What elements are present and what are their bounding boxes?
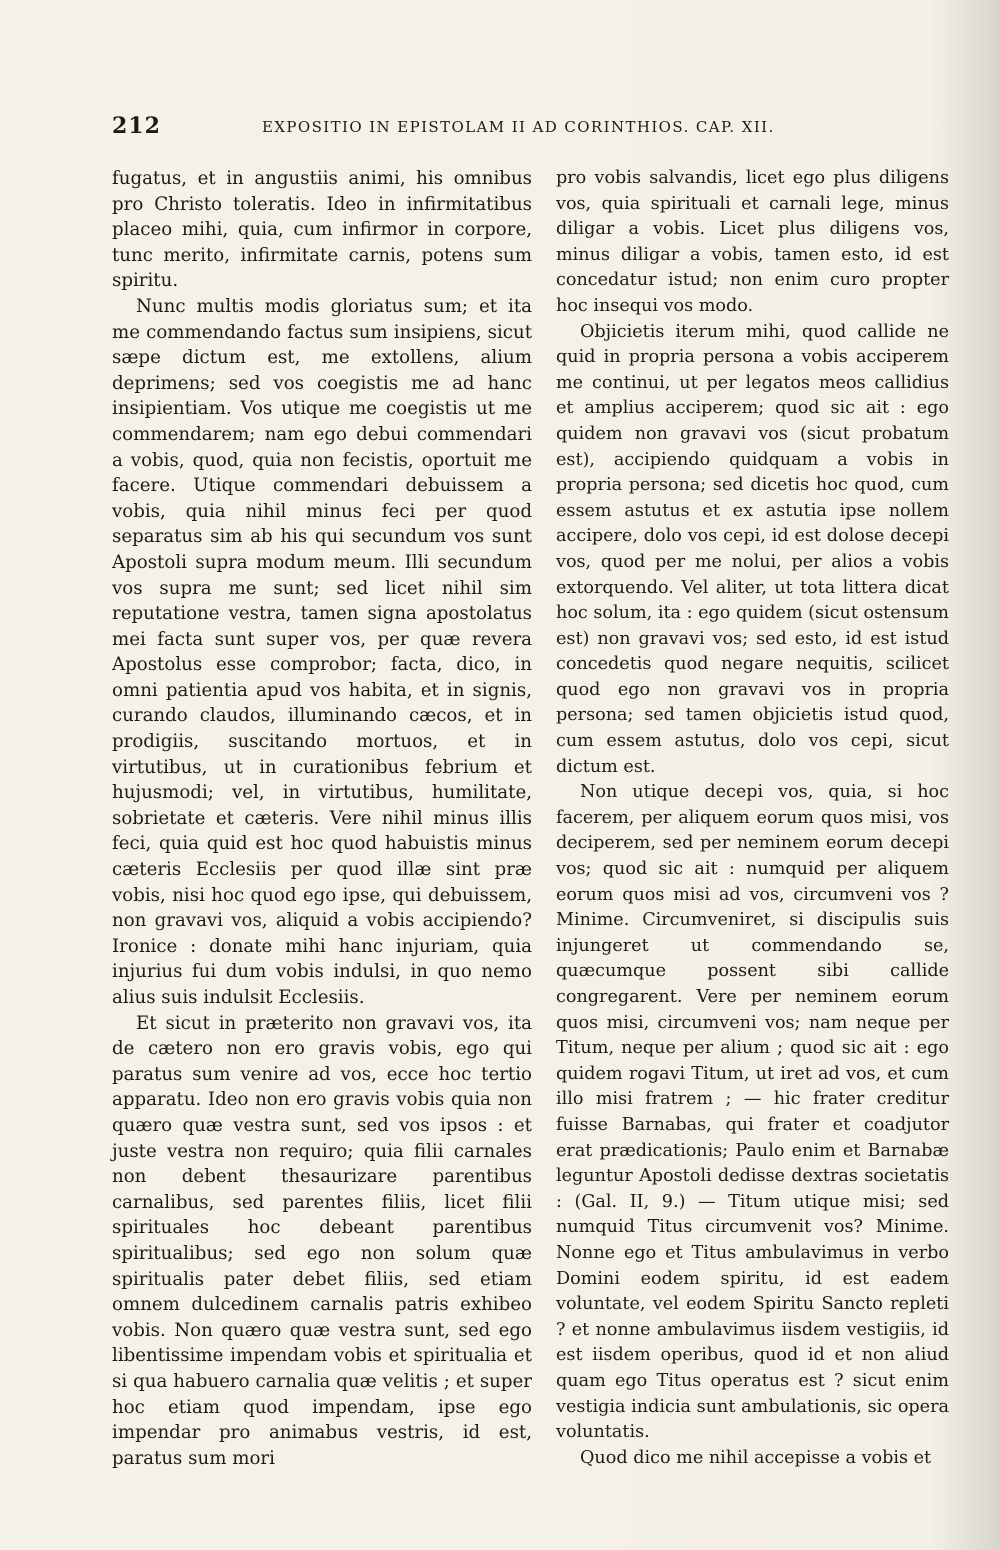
paragraph: Non utique decepi vos, quia, si hoc facerem, per aliquem eorum quos misi, vos deciperem, sed per neminem eorum decepi vos; quod sic ait : numquid per aliquem eorum quos misi ad vos, circumveni vos ? Minime. Circumveniret, si discipulis suis injungeret ut commendando se, quæcumque possent sibi callide congregarent. Vere per neminem eorum quos misi, circumveni vos; nam neque per Titum, neque per alium ; quod sic ait : ego quidem rogavi Titum, ut iret ad vos, et cum illo misi fratrem ; — hic frater creditur fuisse Barnabas, qui frater et coadjutor erat prædicationis; Paulo enim et Barnabæ leguntur Apostoli dedisse dextras societatis : (Gal. II, 9.) — Titum utique misi; sed numquid Titus circumvenit vos? Minime. Nonne ego et Titus ambulavimus in verbo Domini eodem spiritu, id est eadem voluntate, vel eodem Spiritu Sancto repleti ? et nonne ambulavimus iisdem vestigiis, id est iisdem operibus, quod id et non aliud quam ego Titus operatus est ? sicut enim vestigia indicia sunt ambulationis, sic opera voluntatis.	[556, 782, 949, 1443]
paragraph: Et sicut in præterito non gravavi vos, ita de cætero non ero gravis vobis, ego qui paratus sum venire ad vos, ecce hoc tertio apparatu. Ideo non ero gravis vobis quia non quæro quæ vestra sunt, sed vos ipsos : et juste vestra non requiro; quia filii carnales non debent thesaurizare parentibus carnalibus, sed parentes filiis, licet filii spirituales hoc debeant parentibus spiritualibus; sed ego non solum quæ spiritualis pater debet filiis, sed etiam omnem dulcedinem carnalis patris exhibeo vobis. Non quæro quæ vestra sunt, sed ego libentissime impendam vobis et spiritualia et si qua habuero carnalia quæ velitis ; et super hoc etiam quod impendam, ipse ego impendar pro animabus vestris, id est, paratus sum mori	[112, 1012, 532, 1469]
right-column	[556, 166, 949, 1468]
paragraph: pro vobis salvandis, licet ego plus diligens vos, quia spirituali et carnali lege, minus diligar a vobis. Licet plus diligens vos, minus diligar a vobis, tamen esto, id est concedatur istud; non enim curo propter hoc insequi vos modo.	[556, 168, 949, 316]
page-number: 212	[112, 113, 161, 139]
paragraph: Objicietis iterum mihi, quod callide ne quid in propria persona a vobis acciperem me continui, ut per legatos meos callidius et amplius acciperem; quod sic ait : ego quidem non gravavi vos (sicut probatum est), accipiendo quidquam a vobis in propria persona; sed dicetis hoc quod, cum essem astutus et ex astutia ipse nollem accipere, dolo vos cepi, id est dolose decepi vos, quod per me nolui, per alios a vobis extorquendo. Vel aliter, ut tota littera dicat hoc solum, ita : ego quidem (sicut ostensum est) non gravavi vos; sed esto, id est istud concedetis quod negare nequitis, scilicet quod ego non gravavi vos in propria persona; sed tamen objicietis istud quod, cum essem astutus, dolo vos cepi, sicut dictum est.	[556, 321, 949, 777]
left-column	[112, 166, 532, 1469]
paragraph: Quod dico me nihil accepisse a vobis et	[580, 1447, 932, 1468]
running-title: EXPOSITIO IN EPISTOLAM II AD CORINTHIOS. CAP. XII.	[262, 118, 775, 136]
running-head	[112, 113, 952, 143]
paragraph: Nunc multis modis gloriatus sum; et ita me commendando factus sum insipiens, sicut sæpe dictum est, me extollens, alium deprimens; sed vos coegistis me ad hanc insipientiam. Vos utique me coegistis ut me commendarem; nam ego debui commendari a vobis, quod, quia non fecistis, oportuit me facere. Utique commendari debuissem a vobis, quia nihil minus feci per quod separatus sim ab his qui secundum vos sunt Apostoli supra modum meum. Illi secundum vos supra me sunt; sed licet nihil sim reputatione vestra, tamen signa apostolatus mei facta sunt super vos, per quæ revera Apostolus esse comprobor; facta, dico, in omni patientia apud vos habita, et in signis, curando claudos, illuminando cæcos, et in prodigiis, suscitando mortuos, et in virtutibus, ut in curationibus febrium et hujusmodi; vel, in virtutibus, humilitate, sobrietate et cæteris. Vere nihil minus illis feci, quia quid est hoc quod habuistis minus cæteris Ecclesiis per quod illæ sint præ vobis, nisi hoc quod ego ipse, qui debuissem, non gravavi vos, aliquid a vobis accipiendo? Ironice : donate mihi hanc injuriam, quia injurius fui dum vobis indulsi, in quo nemo alius suis indulsit Ecclesiis.	[112, 295, 532, 1008]
paragraph: fugatus, et in angustiis animi, his omnibus pro Christo toleratis. Ideo in infirmitatibus placeo mihi, quia, cum infirmor in corpore, tunc merito, infirmitate carnis, potens sum spiritu.	[112, 168, 532, 292]
